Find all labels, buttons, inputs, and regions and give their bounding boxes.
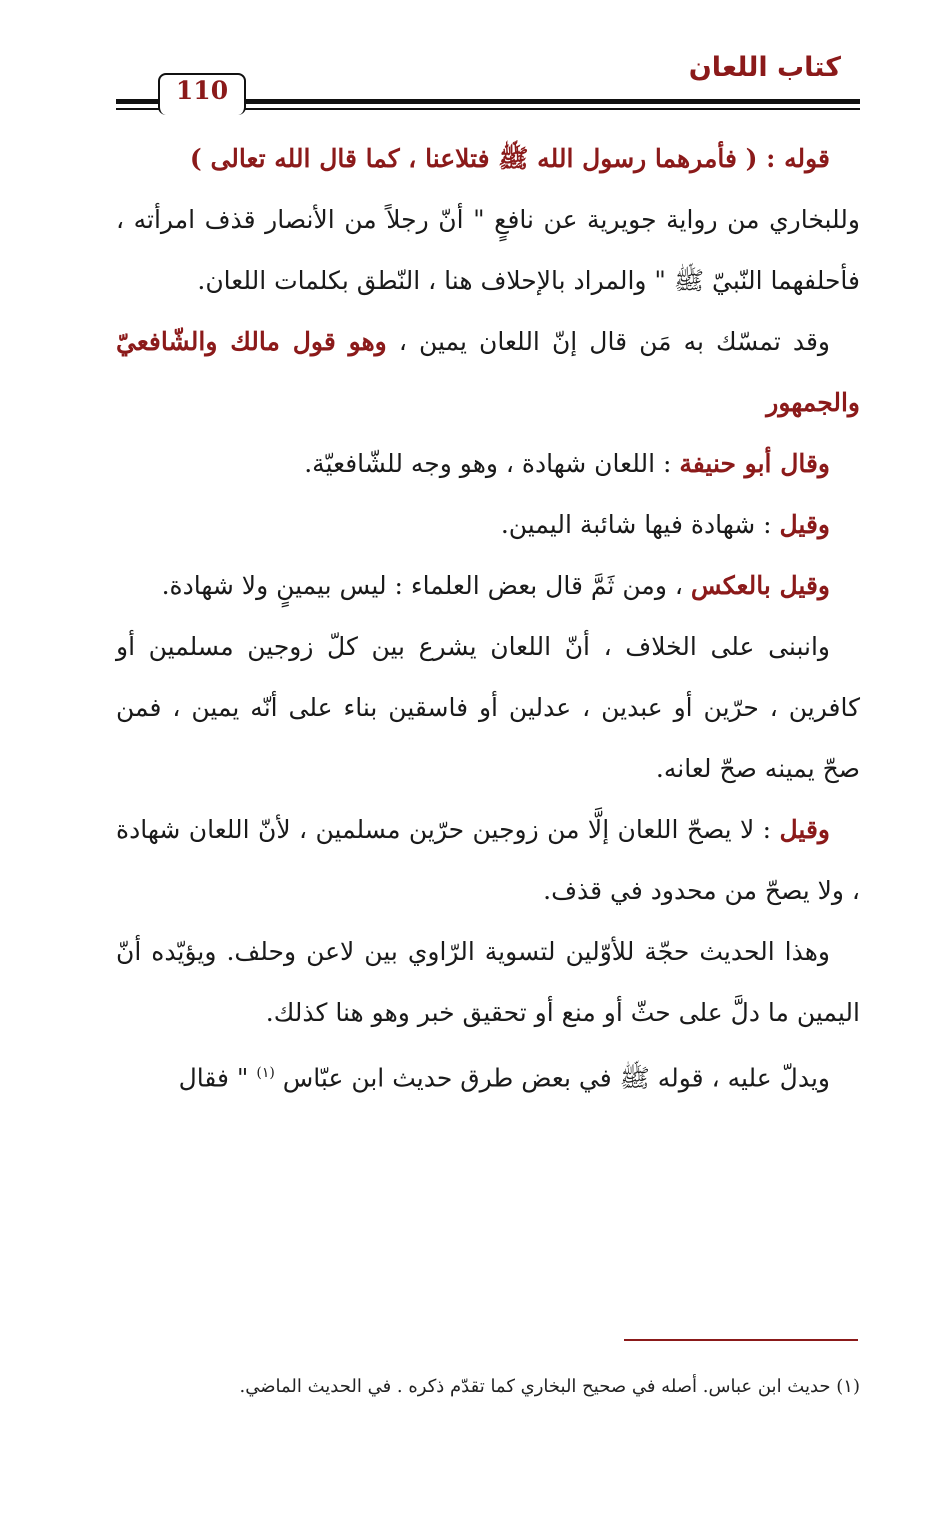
paragraph xyxy=(116,1043,860,1108)
paragraph-text: " فقال xyxy=(178,1063,257,1093)
footnote-separator xyxy=(624,1339,858,1341)
paragraph xyxy=(116,555,860,616)
paragraph-text: ويدلّ عليه ، قوله ﷺ في بعض طرق حديث ابن عبّاس xyxy=(274,1063,830,1093)
paragraph xyxy=(116,921,860,1043)
paragraph xyxy=(116,311,860,433)
footnote: (١) حديث ابن عباس. أصله في صحيح البخاري كما تقدّم ذكره . في الحديث الماضي. xyxy=(239,1376,860,1397)
paragraph-text: وللبخاري من رواية جويرية عن نافعٍ " أنّ رجلاً من الأنصار قذف امرأته ، فأحلفهما النّبيّ ﷺ " والمراد بالإحلاف هنا ، النّطق بكلمات اللعان. xyxy=(116,205,860,295)
paragraph xyxy=(116,616,860,799)
highlight-text: وهو قول مالك والشّافعيّ والجمهور xyxy=(116,327,860,417)
footnote-ref[interactable]: (١) xyxy=(256,1065,275,1081)
body-text xyxy=(116,128,860,1108)
paragraph-text: : شهادة فيها شائبة اليمين. xyxy=(500,510,780,539)
highlight-text: وقال أبو حنيفة xyxy=(679,449,830,478)
paragraph-text: ، ومن ثَمَّ قال بعض العلماء : ليس بيمينٍ ولا شهادة. xyxy=(161,571,691,600)
highlight-text: وقيل بالعكس xyxy=(690,571,830,600)
paragraph-text: وهذا الحديث حجّة للأوّلين لتسوية الرّاوي بين لاعن وحلف. ويؤيّده أنّ اليمين ما دلَّ على حثّ أو منع أو تحقيق خبر وهو هنا كذلك. xyxy=(116,937,860,1027)
paragraph xyxy=(116,494,860,555)
paragraph-text: : اللعان شهادة ، وهو وجه للشّافعيّة. xyxy=(304,449,680,478)
paragraph-text: : لا يصحّ اللعان إلَّا من زوجين حرّين مسلمين ، لأنّ اللعان شهادة ، ولا يصحّ من محدود في قذف. xyxy=(116,815,860,905)
paragraph xyxy=(116,799,860,921)
highlight-text: وقيل xyxy=(779,815,830,844)
paragraph-text: وقد تمسّك به مَن قال إنّ اللعان يمين ، xyxy=(386,327,830,356)
book-title: كتاب اللعان xyxy=(688,52,841,83)
paragraph-text: وانبنى على الخلاف ، أنّ اللعان يشرع بين كلّ زوجين مسلمين أو كافرين ، حرّين أو عبدين ، عدلين أو فاسقين بناء على أنّه يمين ، فمن صحّ يمينه صحّ لعانه. xyxy=(116,632,860,783)
page-number: 110 xyxy=(175,76,229,105)
quoted-heading: قوله : ( فأمرهما رسول الله ﷺ فتلاعنا ، كما قال الله تعالى ) xyxy=(189,144,830,173)
paragraph xyxy=(116,433,860,494)
paragraph xyxy=(116,128,860,311)
highlight-text: وقيل xyxy=(779,510,830,539)
